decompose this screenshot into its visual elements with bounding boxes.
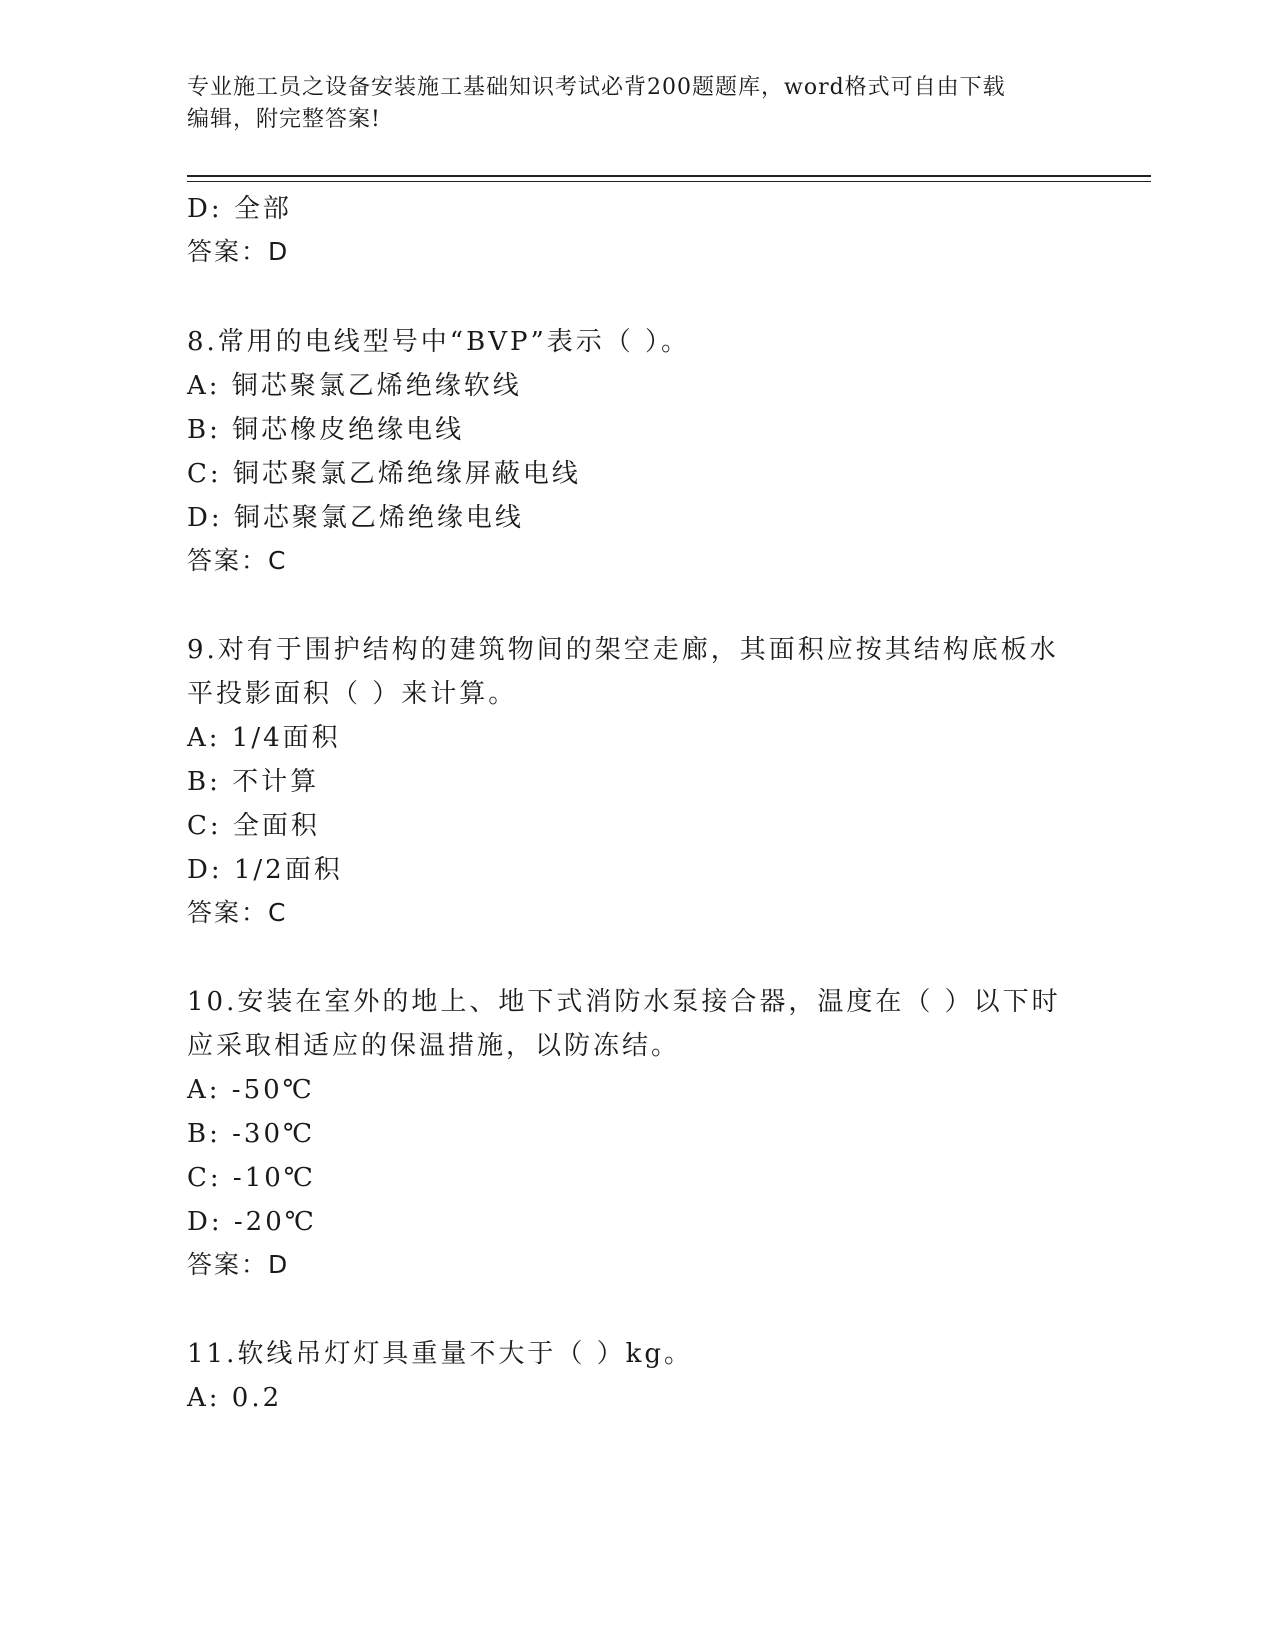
- q8-answer: 答案：C: [187, 546, 288, 575]
- q10-question-line-1: 10.安装在室外的地上、地下式消防水泵接合器，温度在（ ）以下时: [187, 987, 1061, 1017]
- q9-option-d: D: 1/2面积: [187, 855, 343, 885]
- q8-option-c: C: 铜芯聚氯乙烯绝缘屏蔽电线: [187, 459, 581, 489]
- q9-answer: 答案：C: [187, 898, 288, 927]
- header-line-1: 专业施工员之设备安装施工基础知识考试必背200题题库，word格式可自由下载: [187, 75, 1006, 100]
- q10-option-d: D: -20℃: [187, 1207, 317, 1237]
- q9-question-line-2: 平投影面积（ ）来计算。: [187, 679, 518, 709]
- q8-question: 8.常用的电线型号中“BVP”表示（ ）。: [187, 327, 691, 357]
- q8-option-b: B: 铜芯橡皮绝缘电线: [187, 415, 465, 445]
- q8-option-d: D: 铜芯聚氯乙烯绝缘电线: [187, 503, 524, 533]
- q10-question-line-2: 应采取相适应的保温措施，以防冻结。: [187, 1031, 681, 1061]
- header-divider-thick: [187, 175, 1151, 177]
- q9-option-c: C: 全面积: [187, 811, 320, 841]
- q10-answer: 答案：D: [187, 1250, 290, 1279]
- q10-option-c: C: -10℃: [187, 1163, 316, 1193]
- q7-answer: 答案：D: [187, 237, 290, 266]
- q10-option-a: A: -50℃: [187, 1075, 315, 1105]
- header-line-2: 编辑，附完整答案!: [187, 107, 381, 132]
- q11-question: 11.软线吊灯灯具重量不大于（ ）kg。: [187, 1339, 694, 1369]
- header-divider-thin: [187, 181, 1151, 182]
- document-header: [187, 72, 1087, 136]
- q10-option-b: B: -30℃: [187, 1119, 316, 1149]
- q7-option-d: D: 全部: [187, 194, 292, 224]
- q9-option-a: A: 1/4面积: [187, 723, 341, 753]
- q9-option-b: B: 不计算: [187, 767, 320, 797]
- q9-question-line-1: 9.对有于围护结构的建筑物间的架空走廊，其面积应按其结构底板水: [187, 635, 1059, 665]
- q11-option-a: A: 0.2: [187, 1383, 283, 1413]
- q8-option-a: A: 铜芯聚氯乙烯绝缘软线: [187, 371, 522, 401]
